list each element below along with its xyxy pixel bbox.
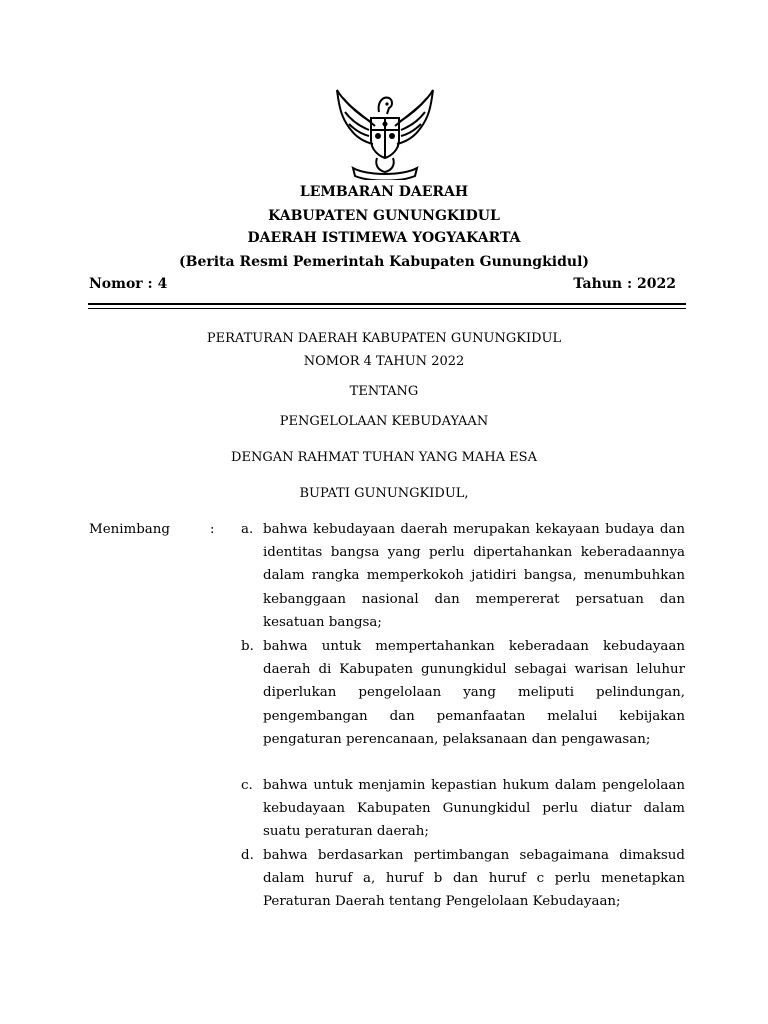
consideration-item-d: bahwa berdasarkan pertimbangan sebagaimana dimaksud dalam huruf a, huruf b dan huruf c perlu menetapkan Peraturan Daerah tentang Pengelolaan Kebudayaan; (263, 848, 685, 910)
header-divider-thick (88, 303, 686, 305)
issuing-authority: BUPATI GUNUNGKIDUL, (299, 486, 469, 501)
considering-label: Menimbang (89, 522, 170, 537)
province-name: DAERAH ISTIMEWA YOGYAKARTA (247, 230, 521, 246)
tentang-label: TENTANG (349, 384, 419, 399)
header-divider-thin (88, 308, 686, 309)
item-letter-c: c. (241, 778, 253, 793)
consideration-item-a: bahwa kebudayaan daerah merupakan kekayaan budaya dan identitas bangsa yang perlu dipertahankan keberadaannya dalam rangka memperkokoh jatidiri bangsa, menumbuhkan kebanggaan nasional dan mempererat persatuan dan kesatuan bangsa; (263, 522, 685, 630)
item-letter-b: b. (241, 639, 254, 654)
regulation-subject: PENGELOLAAN KEBUDAYAAN (279, 414, 489, 429)
blessing-line: DENGAN RAHMAT TUHAN YANG MAHA ESA (231, 450, 537, 465)
item-letter-d: d. (241, 848, 254, 863)
item-letter-a: a. (241, 522, 254, 537)
consideration-item-c: bahwa untuk menjamin kepastian hukum dalam pengelolaan kebudayaan Kabupaten Gunungkidul perlu diatur dalam suatu peraturan daerah; (263, 778, 685, 840)
gazette-subtitle: (Berita Resmi Pemerintah Kabupaten Gunungkidul) (178, 254, 590, 270)
regency-name: KABUPATEN GUNUNGKIDUL (268, 208, 500, 224)
consideration-item-b: bahwa untuk mempertahankan keberadaan kebudayaan daerah di Kabupaten gunungkidul sebagai warisan leluhur diperlukan pengelolaan yang meliputi pelindungan, pengembangan dan pemanfaatan melalui kebijakan pengaturan perencanaan, pelaksanaan dan pengawasan; (263, 639, 685, 747)
considering-colon: : (210, 522, 215, 537)
issue-year: Tahun : 2022 (573, 276, 676, 292)
garuda-emblem-icon (331, 84, 439, 180)
regulation-number: NOMOR 4 TAHUN 2022 (303, 354, 465, 369)
regulation-title: PERATURAN DAERAH KABUPATEN GUNUNGKIDUL (206, 331, 562, 346)
gazette-title: LEMBARAN DAERAH (299, 184, 469, 200)
issue-number: Nomor : 4 (89, 276, 168, 292)
